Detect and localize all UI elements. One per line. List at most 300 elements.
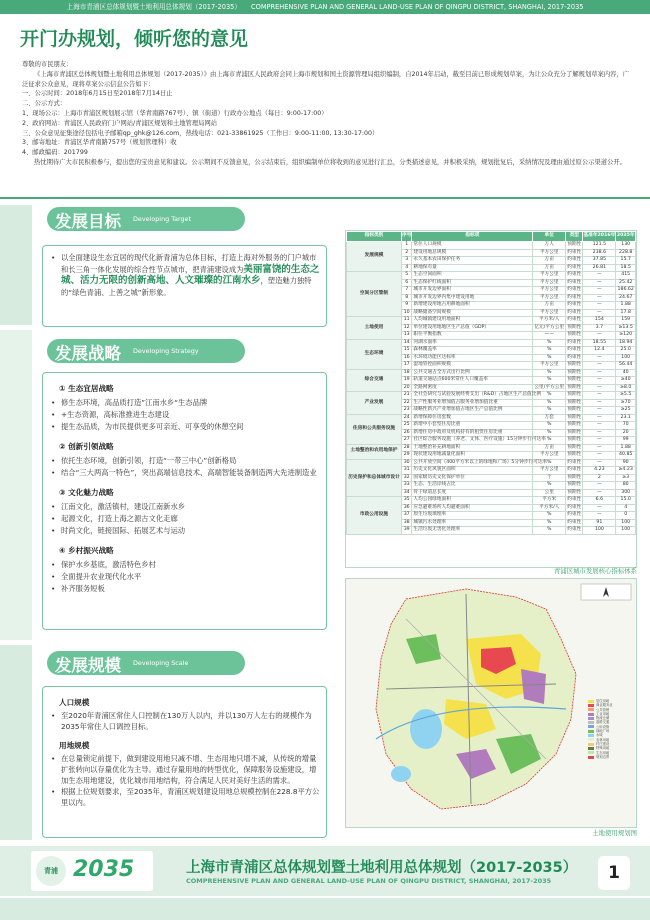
table-cell: 3.7 — [583, 324, 616, 332]
legend-swatch — [588, 734, 594, 737]
legend-swatch — [588, 717, 594, 720]
table-cell: 全社会研究与试验发展经费支出（R&D）占地区生产总值比例 — [413, 392, 542, 397]
table-cell: % — [533, 347, 566, 355]
table-cell: 约束性 — [567, 294, 582, 300]
table-cell: 水环境功能区达标率 — [412, 354, 533, 362]
legend-swatch — [588, 730, 594, 733]
table-cell: 100 — [583, 527, 616, 535]
table-cell: 预期性 — [567, 377, 582, 382]
strategy-heading: ④ 乡村振兴战略 — [59, 546, 114, 555]
target-box — [42, 245, 327, 327]
table-cell: 轨道交通站点600米常住人口覆盖率 — [412, 377, 533, 385]
table-cell: 公共交通占全方式出行比例 — [412, 369, 533, 377]
table-cell: 平方公里 — [533, 467, 566, 475]
table-cell: 18 — [401, 369, 411, 377]
table-cell: 生态、生活岸线占比 — [412, 482, 533, 490]
table-cell: — — [583, 384, 616, 392]
strategy-box — [42, 372, 327, 630]
table-cell: % — [533, 422, 566, 430]
table-cell: 36 — [401, 504, 411, 512]
table-cell: 湿地管控面积规模 — [412, 362, 533, 370]
table-cell: ≥5.5 — [616, 392, 636, 400]
table-cell: 100 — [616, 519, 636, 527]
table-cell: 18.94 — [616, 339, 636, 347]
table-cell: 25 — [401, 422, 411, 430]
table-cell: ≥120 — [616, 332, 636, 340]
legend-swatch — [588, 721, 594, 724]
table-cell: 1.88 — [616, 302, 636, 310]
table-cell: 29 — [401, 452, 411, 460]
table-row — [347, 497, 636, 505]
table-cell: 单位建设用地地区生产总值（GDP） — [412, 324, 533, 332]
table-cell: ≥70 — [616, 399, 636, 407]
section-title: 发展目标 — [55, 212, 121, 231]
table-cell: — — [583, 452, 616, 460]
table-cell: 约束性 — [567, 467, 582, 472]
table-cell: 战略性新兴产业增加值占地区生产总值比例 — [412, 407, 533, 415]
table-category-cell: 发展规模 — [347, 242, 402, 272]
legend-swatch — [588, 751, 594, 754]
table-cell: 万亩 — [533, 257, 566, 265]
table-cell: 415 — [616, 272, 636, 280]
table-cell: 永久基本农田保护任务 — [412, 257, 533, 265]
table-cell: 18.55 — [583, 339, 616, 347]
table-cell: 国家级历史文化保护单位 — [412, 474, 533, 482]
table-cell: 80 — [616, 482, 636, 490]
table-cell: 39 — [401, 527, 411, 535]
table-cell: 城镇污水处理率 — [412, 519, 533, 527]
table-cell: 预期性 — [567, 452, 582, 457]
table-cell: 23 — [401, 407, 411, 415]
table-cell: 38 — [401, 519, 411, 527]
table-cell: 13 — [401, 332, 411, 340]
table-cell: — — [583, 302, 616, 310]
table-cell: 约束性 — [567, 279, 582, 285]
table-cell: ≥13.5 — [616, 324, 636, 332]
table-cell: 40.85 — [616, 452, 636, 460]
table-cell: 35 — [401, 497, 411, 505]
table-cell: 26 — [401, 429, 411, 437]
public-notice — [22, 60, 632, 168]
table-header-cell: 2035年 — [616, 232, 636, 242]
table-cell: 常住人口规模 — [412, 242, 533, 250]
table-cell: 300 — [616, 489, 636, 497]
table-category-cell: 空间分区管制 — [347, 272, 402, 317]
table-cell: 31 — [401, 467, 411, 475]
table-cell: — — [583, 279, 616, 287]
table-row — [347, 242, 636, 250]
table-category-cell: 市政公用设施 — [347, 497, 402, 535]
table-cell: 原生垃圾填埋率 — [412, 512, 533, 520]
table-cell: 生产性服务业增加值占服务业增加值比重 — [412, 399, 533, 407]
legend-swatch — [588, 747, 594, 750]
table-cell: — — [583, 512, 616, 520]
table-cell: 预期性 — [567, 444, 582, 450]
legend-label: 生态用地 — [596, 750, 610, 755]
strategy-item: • 保护水乡基底，激活特色乡村 — [47, 559, 322, 571]
footer-title-cn: 上海市青浦区总体规划暨土地利用总体规划（2017-2035） — [186, 860, 578, 876]
table-cell: 城市开发边界面积 — [412, 287, 533, 295]
table-cell: — — [583, 437, 616, 445]
table-cell: —— — [533, 332, 566, 340]
table-cell: 约束性 — [567, 302, 582, 307]
table-category-cell: 历史保护和总体城市设计 — [347, 459, 402, 497]
legend-swatch — [588, 743, 594, 746]
target-text-a: 以全面建设生态宜居的现代化新青浦为总体目标，打造上海对外服务的门户城市和长三角一体化发展的综合性节点城市，把青浦建设成为 — [61, 253, 317, 274]
table-category-cell: 土地使用 — [347, 317, 402, 340]
legend-swatch — [588, 713, 594, 716]
table-cell: 32 — [401, 474, 411, 482]
table-cell: 约束性 — [567, 249, 582, 255]
table-cell: — — [583, 294, 616, 302]
table-cell: 16 — [401, 354, 411, 362]
table-cell: 25.0 — [616, 347, 636, 355]
table-cell: 1.88 — [616, 444, 636, 452]
table-row — [347, 444, 636, 452]
table-cell: 平方公里 — [533, 362, 566, 370]
table-cell: 228.8 — [616, 249, 636, 257]
table-cell: % — [533, 519, 566, 527]
legend-label: 公共管理 — [596, 707, 610, 712]
strategy-item: • 补齐服务短板 — [47, 583, 322, 595]
legend-label: 特殊用地 — [596, 746, 610, 751]
table-cell: 预期性 — [567, 384, 582, 390]
table-cell: 70 — [616, 422, 636, 430]
legend-swatch — [588, 708, 594, 711]
table-cell: 新增建设用地占用耕地面积 — [412, 302, 533, 310]
table-cell: 约束性 — [567, 309, 582, 315]
table-cell: 2 — [401, 249, 411, 257]
notice-closing: 热忱期待广大市民积极参与，提出您的宝贵意见和建议。公示期间不反馈意见，公示结束后，组织编制单位将收到的意见进行汇总，分类描述意见，并积极采纳，规划批复后，采纳情况及理由通过原公示渠道公开。 — [34, 158, 626, 166]
table-cell: 预期性 — [567, 392, 582, 397]
table-cell: 预期性 — [567, 362, 582, 367]
table-cell: 130 — [616, 242, 636, 250]
table-cell: % — [533, 459, 566, 467]
indicator-table — [345, 230, 637, 568]
notice-body: 《上海市青浦区总体规划暨土地利用总体规划（2017-2035）》由上海市青浦区人民政府会同上海市规划和国土资源管理局组织编制，自2014年启动，截至目前已形成规划草案，为让公众充分了解规划草案内容，广泛征求公众意见，现将草案公示信息公告如下： — [22, 70, 630, 88]
table-cell: — — [583, 362, 616, 370]
table-category-cell: 生态环境 — [347, 339, 402, 369]
table-cell: 27 — [401, 437, 411, 445]
logo-emblem: 青浦 — [36, 856, 66, 886]
table-cell: 新增住房中政府及机构持有的租赁住房比重 — [412, 429, 533, 437]
strategy-item: • 依托生态环境，创新引领，打造“一带三中心”创新格局 — [47, 455, 322, 467]
table-row — [347, 317, 636, 325]
map-legend — [588, 699, 636, 759]
section-title: 发展规模 — [55, 656, 121, 675]
lake — [391, 766, 411, 782]
target-text — [47, 252, 320, 298]
table-cell: 万亩 — [533, 302, 566, 310]
table-cell: — — [583, 422, 616, 430]
table-cell: 预期性 — [567, 324, 582, 330]
table-cell: — — [583, 332, 616, 340]
table-cell: 26.81 — [583, 264, 616, 272]
legend-swatch — [588, 704, 594, 707]
table-row — [347, 414, 636, 422]
table-cell: 公里/平方公里 — [534, 384, 565, 390]
table-cell: — — [583, 489, 616, 497]
header-title-en: COMPREHENSIVE PLAN AND GENERAL LAND-USE PLAN OF QINGPU DISTRICT, SHANGHAI, 2017-2035 — [251, 3, 584, 11]
strategy-item: • 全面提升农业现代化水平 — [47, 571, 322, 583]
strategy-item: • +生态资源，高标准推进生态建设 — [47, 409, 322, 421]
table-cell: 12 — [401, 324, 411, 332]
table-cell: — — [583, 504, 616, 512]
table-cell: 预期性 — [567, 482, 582, 487]
table-cell: 90 — [616, 459, 636, 467]
table-cell: 约束性 — [567, 512, 582, 517]
legend-item — [588, 755, 636, 759]
table-cell: 预期性 — [567, 407, 582, 412]
table-row — [347, 459, 636, 467]
table-cell: 22 — [401, 399, 411, 407]
table-cell: 约束性 — [567, 497, 582, 502]
industrial-area — [521, 669, 546, 704]
table-cell: 11 — [401, 317, 411, 325]
table-cell: 6.6 — [583, 497, 616, 505]
table-cell: 约束性 — [567, 527, 582, 532]
table-cell: 4 — [401, 264, 411, 272]
table-cell: 21 — [401, 392, 411, 400]
legend-label: 道路交通 — [596, 720, 610, 725]
table-cell: % — [533, 399, 566, 407]
table-cell: 个 — [533, 474, 566, 482]
legend-label: 居住用地 — [596, 699, 610, 703]
left-decor-strip — [0, 205, 32, 325]
table-cell: ≥40 — [616, 377, 636, 385]
table-cell: 平方米/人 — [533, 317, 566, 325]
scale-box — [42, 686, 327, 838]
legend-swatch — [588, 725, 594, 728]
table-cell: 城市开发边界内集中建设用地 — [412, 294, 533, 302]
table-cell: 约束性 — [567, 272, 582, 277]
table-cell: 约束性 — [567, 519, 582, 525]
table-cell: 生态空间面积 — [412, 272, 533, 280]
table-header-cell: 类型 — [566, 232, 583, 242]
legend-label: 公用设施 — [596, 724, 610, 729]
notice-item: 二、公示方式： — [22, 100, 67, 108]
table-cell: 历史文化风貌区面积 — [412, 467, 533, 475]
table-cell: 6 — [401, 279, 411, 287]
table-cell: 约束性 — [567, 257, 582, 262]
table-cell: 新增中小套型住房比重 — [412, 422, 533, 430]
table-cell: 154 — [583, 317, 616, 325]
legend-label: 水域 — [596, 733, 603, 738]
footer-title-en: COMPREHENSIVE PLAN AND GENERAL LAND-USE PLAN OF QINGPU DISTRICT, SHANGHAI, 2017-2035 — [186, 877, 552, 885]
table-cell: 24.67 — [616, 294, 636, 302]
table-cell: 预期性 — [567, 437, 582, 442]
table-cell: 159 — [616, 317, 636, 325]
table-category-cell: 综合交通 — [347, 369, 402, 392]
strategy-item: • 江南文化，激活镇村，建设江南新水乡 — [47, 501, 322, 513]
table-category-cell: 土地整治和农用地保护 — [347, 444, 402, 459]
table-cell: 公里 — [533, 489, 566, 497]
table-cell: 121.5 — [583, 242, 616, 250]
table-cell: — — [583, 429, 616, 437]
table-header-cell: 基准年2016年 — [583, 232, 616, 242]
table-cell: 平方公里 — [533, 249, 566, 257]
table-cell: ≥3 — [616, 474, 636, 482]
table-cell: 预期性 — [567, 429, 582, 435]
notice-item: 1、现场公示：上海市青浦区规划展示馆（华青南路767号）、镇（街道）行政办公地点（每日：9:00-17:00） — [22, 109, 328, 117]
table-cell: 预期性 — [567, 332, 582, 337]
table-cell: ≥25 — [616, 407, 636, 415]
table-cell: 37.85 — [583, 257, 616, 265]
table-cell: — — [583, 354, 616, 362]
table-cell: 万套 — [533, 414, 566, 422]
table-cell: 10 — [401, 309, 411, 317]
section-header-scale — [47, 651, 245, 675]
legend-swatch — [588, 700, 594, 703]
table-cell: — — [583, 414, 616, 422]
map-caption: 土地使用规划图 — [592, 829, 637, 837]
table-cell: 15.0 — [616, 497, 636, 505]
strategy-heading: ① 生态宜居战略 — [59, 384, 114, 393]
strategy-heading: ③ 文化魅力战略 — [59, 488, 114, 497]
strategy-item: • 提生态品质，为市民提供更多可亲近、可享受的休憩空间 — [47, 421, 322, 433]
scale-item: • 根据上位规划要求，至2035年，青浦区规划建设用地总规模控制在228.8平方公里以内。 — [47, 786, 322, 808]
legend-label: 商业服务业 — [596, 703, 613, 708]
page-title: 开门办规划，倾听您的意见 — [20, 28, 249, 50]
table-cell: 约束性 — [567, 317, 582, 322]
table-cell: 应急避难场所人均避难面积 — [412, 504, 533, 512]
table-cell: 3 — [401, 257, 411, 265]
legend-swatch — [588, 738, 594, 741]
table-cell: 平方米 — [533, 497, 566, 505]
table-cell: 4.23 — [583, 467, 616, 475]
table-cell: 新增保障住房套数 — [412, 414, 533, 422]
strategy-heading: ② 创新引领战略 — [59, 442, 114, 451]
left-decor-strip — [0, 645, 32, 840]
table-category-cell: 住房和公共服务设施 — [347, 414, 402, 444]
table-cell: 万亩 — [533, 444, 566, 452]
table-cell: 9 — [401, 302, 411, 310]
table-cell: 平方米/人 — [533, 504, 566, 512]
table-cell: % — [533, 377, 566, 385]
table-cell: % — [533, 407, 566, 415]
table-cell: 34 — [401, 489, 411, 497]
table-cell: 耕地保有量 — [412, 264, 533, 272]
table-cell: 战略储备空间规模 — [412, 309, 533, 317]
table-cell: 20 — [401, 384, 411, 392]
table-cell: 平方公里 — [533, 452, 566, 460]
table-cell: 约束性 — [567, 347, 582, 352]
table-cell: % — [533, 512, 566, 520]
table-cell: 平方公里 — [533, 279, 566, 287]
table-cell: 生活垃圾无害化处理率 — [412, 527, 533, 535]
section-title: 发展战略 — [55, 344, 121, 363]
table-cell: 预期性 — [567, 369, 582, 375]
table-cell: 33 — [401, 482, 411, 490]
plan-logo — [31, 851, 153, 891]
section-divider — [0, 197, 650, 199]
table-cell: % — [533, 339, 566, 347]
table-cell: 预期性 — [567, 414, 582, 420]
table-cell: 约束性 — [567, 264, 582, 270]
table-cell: 23.1 — [616, 414, 636, 422]
table-caption: 青浦区城市发展核心指标体系 — [553, 567, 637, 575]
table-cell: % — [533, 369, 566, 377]
table-cell: 生态保护红线面积 — [412, 279, 533, 287]
table-cell: 100 — [616, 354, 636, 362]
strategy-item: • 时尚文化，链接国际、拓展艺术与运动 — [47, 525, 322, 537]
table-header-cell: 指标类别 — [347, 232, 402, 242]
table-cell: 职住平衡指数 — [412, 332, 533, 340]
table-cell: — — [583, 369, 616, 377]
table-cell: 平方公里 — [533, 272, 566, 280]
table-cell: 7 — [401, 287, 411, 295]
section-title-en: Developing Target — [133, 215, 191, 223]
table-cell: 森林覆盖率 — [412, 347, 533, 355]
page-number: 1 — [598, 856, 630, 890]
table-cell: 平方公里 — [533, 309, 566, 317]
table-cell: 公共开放空间（400平方米以上的绿地和广场）5分钟步行可达率 — [413, 459, 548, 465]
table-cell: ≥4.23 — [616, 467, 636, 475]
table-cell: 全路网密度 — [412, 384, 533, 392]
top-header-bar — [0, 0, 650, 14]
table-cell: — — [583, 287, 616, 295]
target-highlight: 美丽富饶的生态之城、活力无限的创新高地、人文璀璨的江南水乡 — [61, 263, 320, 286]
header-title-cn: 上海市青浦区总体规划暨土地利用总体规划（2017-2035） — [66, 3, 241, 11]
table-cell: — — [583, 459, 616, 467]
section-header-strategy — [47, 339, 245, 363]
table-cell: 平方公里 — [533, 287, 566, 295]
scale-heading: 人口规模 — [59, 698, 90, 707]
bottom-strip — [0, 898, 650, 920]
table-cell: % — [533, 527, 566, 535]
table-cell: 亿元/平方公里 — [534, 324, 565, 330]
table-cell: ≥8.0 — [616, 384, 636, 392]
table-cell: — — [583, 482, 616, 490]
table-cell: 1 — [401, 242, 411, 250]
table-cell: 5 — [401, 272, 411, 280]
table-cell: 预期性 — [567, 399, 582, 405]
legend-label: 绿地广场 — [596, 729, 610, 734]
strategy-item: • 结合“三大两高一特色”，突出高端信息技术、高端智能装备制造两大先进制造业 — [47, 467, 322, 479]
table-cell: — — [583, 444, 616, 452]
table-cell: 25.42 — [616, 279, 636, 287]
table-cell: % — [533, 392, 566, 400]
table-cell: 17 — [401, 362, 411, 370]
table-cell: 186.62 — [617, 287, 634, 292]
table-row — [347, 339, 636, 347]
table-cell: 万人 — [533, 242, 566, 250]
table-cell: 56.44 — [616, 362, 636, 370]
table-cell: 约束性 — [567, 459, 582, 465]
target-text-c: ，塑造魅力独特的“绿色青浦、上善之城”新形象。 — [61, 276, 312, 297]
left-decor-strip — [0, 330, 32, 640]
table-cell: 99 — [616, 437, 636, 445]
table-cell: 100 — [616, 527, 636, 535]
table-cell: 14 — [401, 339, 411, 347]
table-cell: — — [583, 272, 616, 280]
logo-year: 2035 — [73, 857, 135, 882]
table-cell: % — [533, 429, 566, 437]
table-cell: 37 — [401, 512, 411, 520]
table-cell: 万亩 — [533, 264, 566, 272]
table-cell: 91 — [583, 519, 616, 527]
table-cell: 人均城镇建设用地面积 — [412, 317, 533, 325]
table-cell: 预期性 — [567, 489, 582, 495]
table-cell: 4 — [616, 504, 636, 512]
table-cell: % — [533, 437, 566, 445]
table-cell: % — [533, 482, 566, 490]
greeting: 尊敬的市民朋友： — [22, 61, 73, 68]
table-cell: % — [533, 354, 566, 362]
table-cell: 现状建设用地减量化面积 — [412, 452, 533, 460]
section-header-target — [47, 207, 245, 231]
table-category-cell: 产业发展 — [347, 392, 402, 415]
